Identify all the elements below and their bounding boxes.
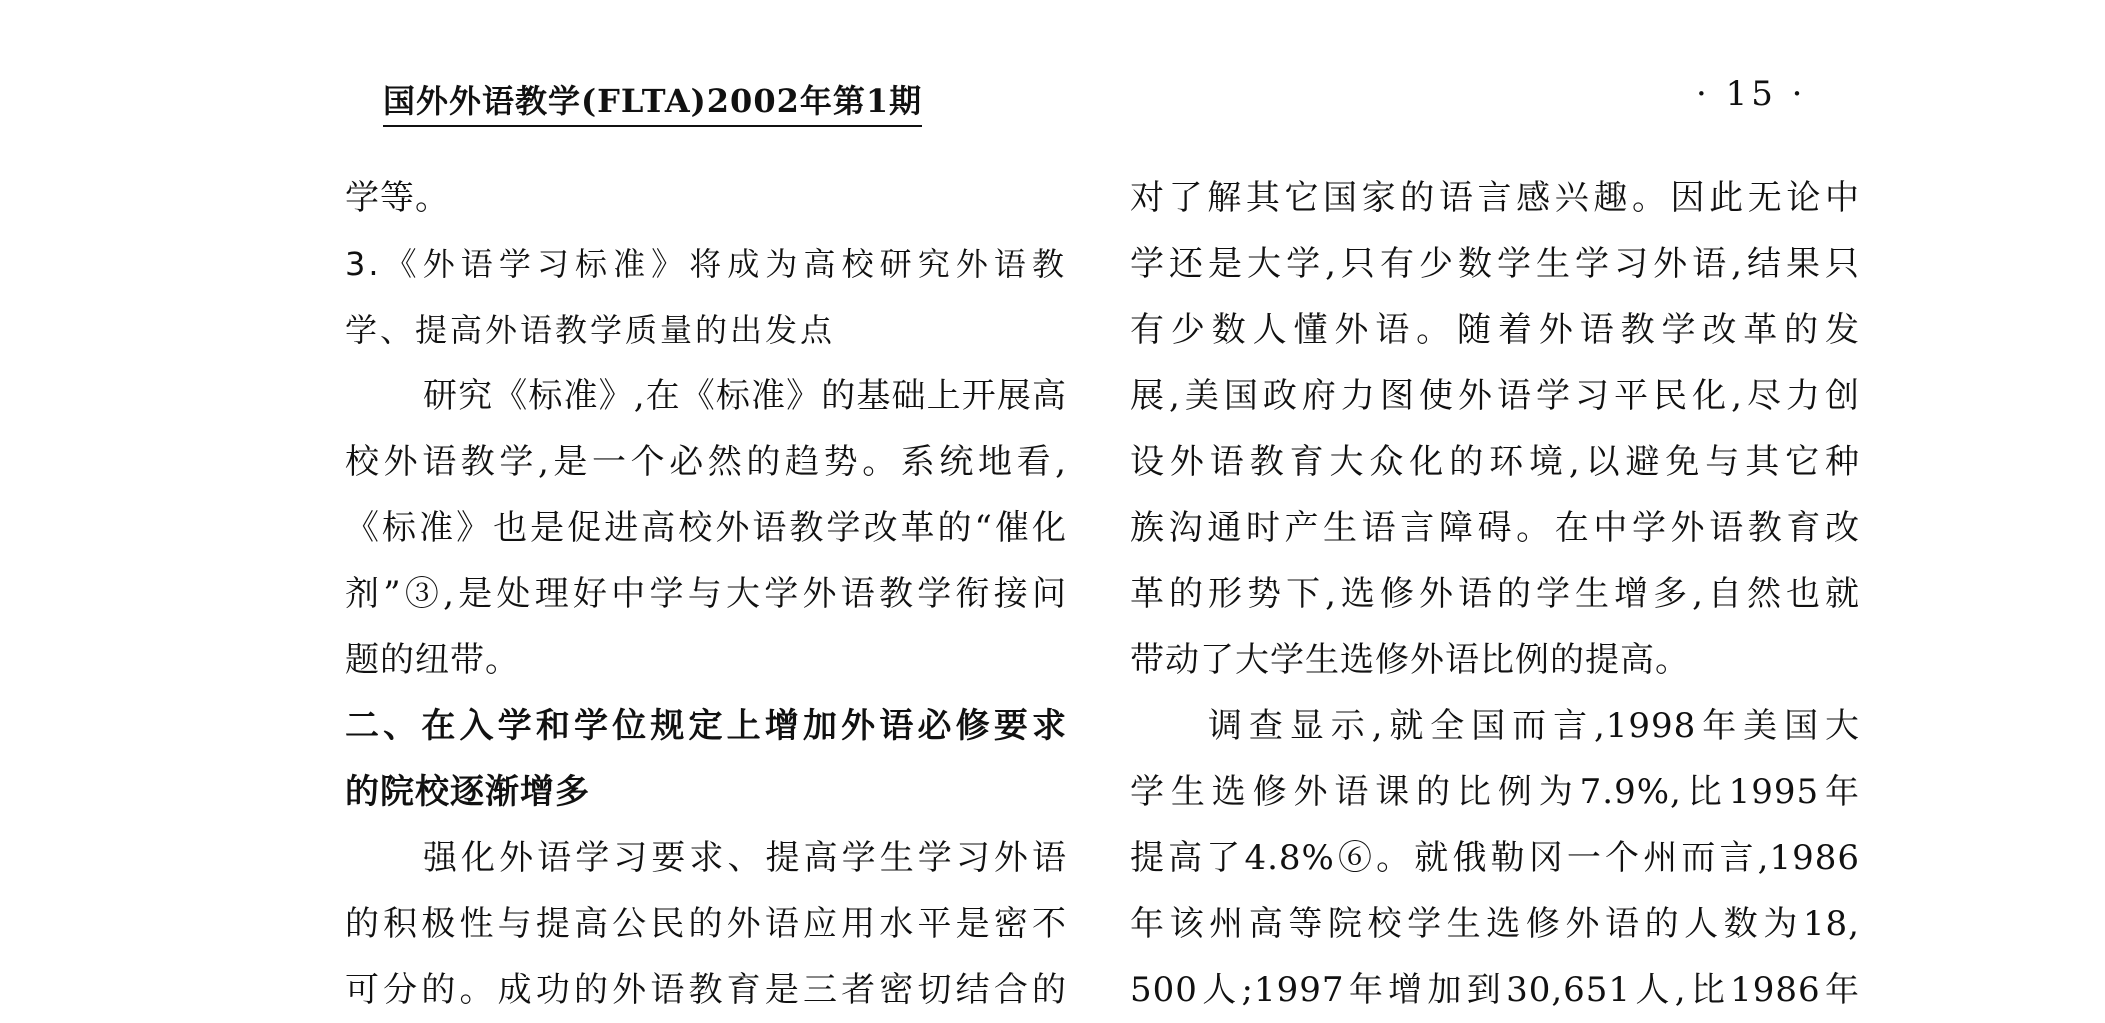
left-column bbox=[345, 165, 1067, 1023]
paragraph-line: 剂”③,是处理好中学与大学外语教学衔接问 bbox=[345, 574, 1067, 614]
paragraph-line: 革的形势下,选修外语的学生增多,自然也就 bbox=[1130, 574, 1860, 614]
paragraph-line: 调查显示,就全国而言,1998年美国大 bbox=[1208, 706, 1860, 746]
paragraph-line: 题的纽带。 bbox=[345, 640, 520, 680]
right-column bbox=[1130, 165, 1860, 1023]
paragraph-line: 对了解其它国家的语言感兴趣。因此无论中 bbox=[1130, 178, 1860, 218]
section-heading: 的院校逐渐增多 bbox=[345, 772, 590, 812]
paragraph-line: 可分的。成功的外语教育是三者密切结合的 bbox=[345, 970, 1067, 1010]
paragraph-line: 的积极性与提高公民的外语应用水平是密不 bbox=[345, 904, 1067, 944]
section-heading: 二、在入学和学位规定上增加外语必修要求 bbox=[345, 706, 1067, 746]
journal-header: 国外外语教学(FLTA)2002年第1期 bbox=[383, 76, 922, 127]
paragraph-line: 《标准》也是促进高校外语教学改革的“催化 bbox=[345, 508, 1067, 548]
text-line: 学等。 bbox=[345, 178, 450, 218]
section-subheading: 3.《外语学习标准》将成为高校研究外语教 bbox=[345, 245, 1067, 283]
section-subheading: 学、提高外语教学质量的出发点 bbox=[345, 311, 836, 349]
paragraph-line: 展,美国政府力图使外语学习平民化,尽力创 bbox=[1130, 376, 1860, 416]
paragraph-line: 校外语教学,是一个必然的趋势。系统地看, bbox=[345, 442, 1067, 482]
paragraph-line: 研究《标准》,在《标准》的基础上开展高 bbox=[423, 376, 1067, 416]
paragraph-line: 500人;1997年增加到30,651人,比1986年 bbox=[1130, 970, 1860, 1010]
paragraph-line: 提高了4.8%⑥。就俄勒冈一个州而言,1986 bbox=[1130, 838, 1860, 878]
paragraph-line: 学生选修外语课的比例为7.9%,比1995年 bbox=[1130, 772, 1860, 812]
paragraph-line: 强化外语学习要求、提高学生学习外语 bbox=[423, 838, 1067, 878]
paragraph-line: 学还是大学,只有少数学生学习外语,结果只 bbox=[1130, 244, 1860, 284]
paragraph-line: 设外语教育大众化的环境,以避免与其它种 bbox=[1130, 442, 1860, 482]
paragraph-line: 有少数人懂外语。随着外语教学改革的发 bbox=[1130, 310, 1860, 350]
paragraph-line: 年该州高等院校学生选修外语的人数为18, bbox=[1130, 904, 1860, 944]
paragraph-line: 带动了大学生选修外语比例的提高。 bbox=[1130, 640, 1690, 680]
paragraph-line: 族沟通时产生语言障碍。在中学外语教育改 bbox=[1130, 508, 1860, 548]
page-number: · 15 · bbox=[1696, 74, 1807, 114]
